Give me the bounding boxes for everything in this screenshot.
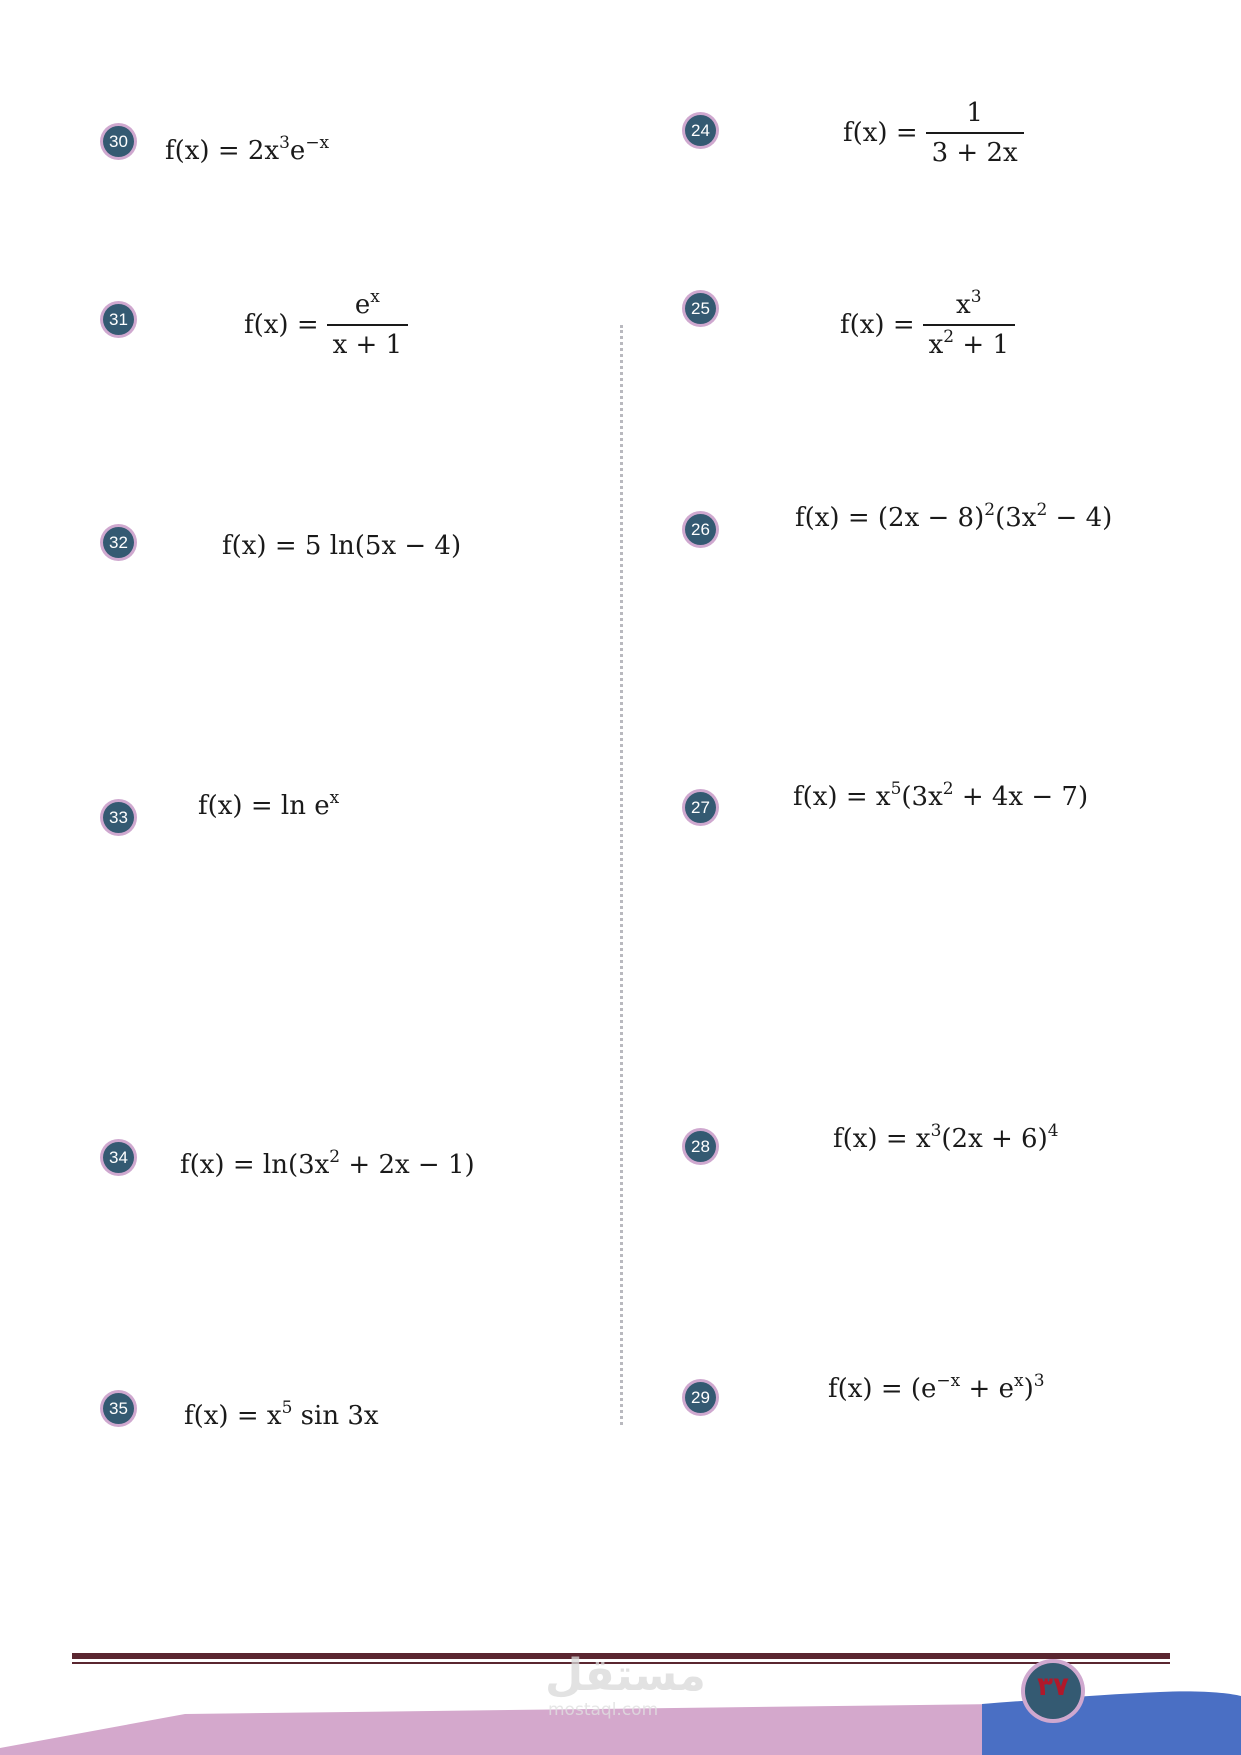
- eq-sup: 3: [1033, 1371, 1045, 1391]
- equation-24: [843, 98, 1024, 168]
- eq-text: (3x: [901, 782, 943, 812]
- eq-sup: 2: [1036, 500, 1048, 520]
- footer-blue-band: [982, 1691, 1241, 1755]
- eq-text: + 4x − 7): [953, 782, 1089, 812]
- problem-number-badge: 26: [685, 514, 716, 545]
- fraction: [327, 287, 409, 360]
- eq-lhs: f(x) =: [843, 118, 918, 148]
- eq-sup: x: [329, 788, 340, 808]
- problem-number-badge: 30: [103, 126, 134, 157]
- eq-sup: x: [370, 287, 380, 307]
- problem-number-badge: 24: [685, 115, 716, 146]
- watermark-logo: مستقل: [545, 1650, 706, 1701]
- eq-text: + e: [960, 1374, 1014, 1404]
- eq-text: f(x) = x: [793, 782, 891, 812]
- eq-sup: 5: [890, 779, 902, 799]
- problem-number-badge: 29: [685, 1382, 716, 1413]
- equation-28: [833, 1121, 1059, 1154]
- column-divider: [620, 325, 623, 1425]
- equation-32: [222, 531, 461, 561]
- problem-number-badge: 28: [685, 1131, 716, 1162]
- eq-sup: 3: [930, 1121, 942, 1141]
- eq-sup: 2: [942, 779, 954, 799]
- eq-text: ): [1023, 1374, 1034, 1404]
- eq-numerator: 1: [966, 98, 983, 128]
- page-number-badge: ٣٧: [1025, 1663, 1081, 1719]
- problem-number-badge: 35: [103, 1393, 134, 1424]
- equation-33: [198, 788, 340, 821]
- eq-text: + 2x − 1): [340, 1150, 475, 1180]
- eq-sup: 2: [984, 500, 996, 520]
- eq-lhs: f(x) =: [840, 310, 915, 340]
- equation-25: [840, 287, 1015, 360]
- eq-sup: 4: [1047, 1121, 1059, 1141]
- eq-sup: −x: [936, 1371, 961, 1391]
- eq-denominator: x + 1: [327, 324, 409, 360]
- equation-27: [793, 779, 1089, 812]
- eq-text: f(x) = ln e: [198, 791, 330, 821]
- eq-text: f(x) = 2x: [165, 136, 280, 166]
- equation-26: [795, 500, 1113, 533]
- eq-denominator: + 1: [954, 330, 1009, 360]
- problem-number-badge: 33: [103, 802, 134, 833]
- equation-34: [180, 1147, 475, 1180]
- eq-denominator: 3 + 2x: [926, 132, 1024, 168]
- eq-sup: −x: [305, 133, 330, 153]
- eq-text: f(x) = ln(3x: [180, 1150, 330, 1180]
- equation-31: [244, 287, 408, 360]
- problem-number-badge: 31: [103, 304, 134, 335]
- eq-text: f(x) = x: [833, 1124, 931, 1154]
- problem-number-badge: 27: [685, 792, 716, 823]
- eq-numerator: e: [354, 290, 371, 320]
- eq-sup: x: [1013, 1371, 1024, 1391]
- eq-text: f(x) = (e: [828, 1374, 937, 1404]
- eq-sup: 5: [281, 1398, 293, 1418]
- eq-text: (3x: [995, 503, 1037, 533]
- eq-text: (2x + 6): [941, 1124, 1048, 1154]
- eq-sup: 2: [943, 327, 955, 347]
- eq-text: f(x) = x: [184, 1401, 282, 1431]
- footer-pink-band: [0, 1704, 1000, 1755]
- problem-number-badge: 32: [103, 527, 134, 558]
- eq-denominator: x: [928, 330, 944, 360]
- eq-text: sin 3x: [292, 1401, 379, 1431]
- eq-text: e: [289, 136, 306, 166]
- fraction: [926, 98, 1024, 168]
- eq-sup: 3: [279, 133, 290, 153]
- eq-text: f(x) = 5 ln(5x − 4): [222, 531, 462, 561]
- eq-text: − 4): [1047, 503, 1113, 533]
- equation-30: [165, 133, 330, 166]
- eq-sup: 2: [329, 1147, 341, 1167]
- equation-35: [184, 1398, 379, 1431]
- eq-sup: 3: [970, 287, 982, 307]
- watermark-url: mostaql.com: [548, 1700, 659, 1720]
- eq-numerator: x: [956, 290, 971, 320]
- problem-number-badge: 25: [685, 293, 716, 324]
- eq-lhs: f(x) =: [244, 310, 319, 340]
- fraction: [923, 287, 1015, 360]
- eq-text: f(x) = (2x − 8): [795, 503, 985, 533]
- problem-number-badge: 34: [103, 1142, 134, 1173]
- equation-29: [828, 1371, 1045, 1404]
